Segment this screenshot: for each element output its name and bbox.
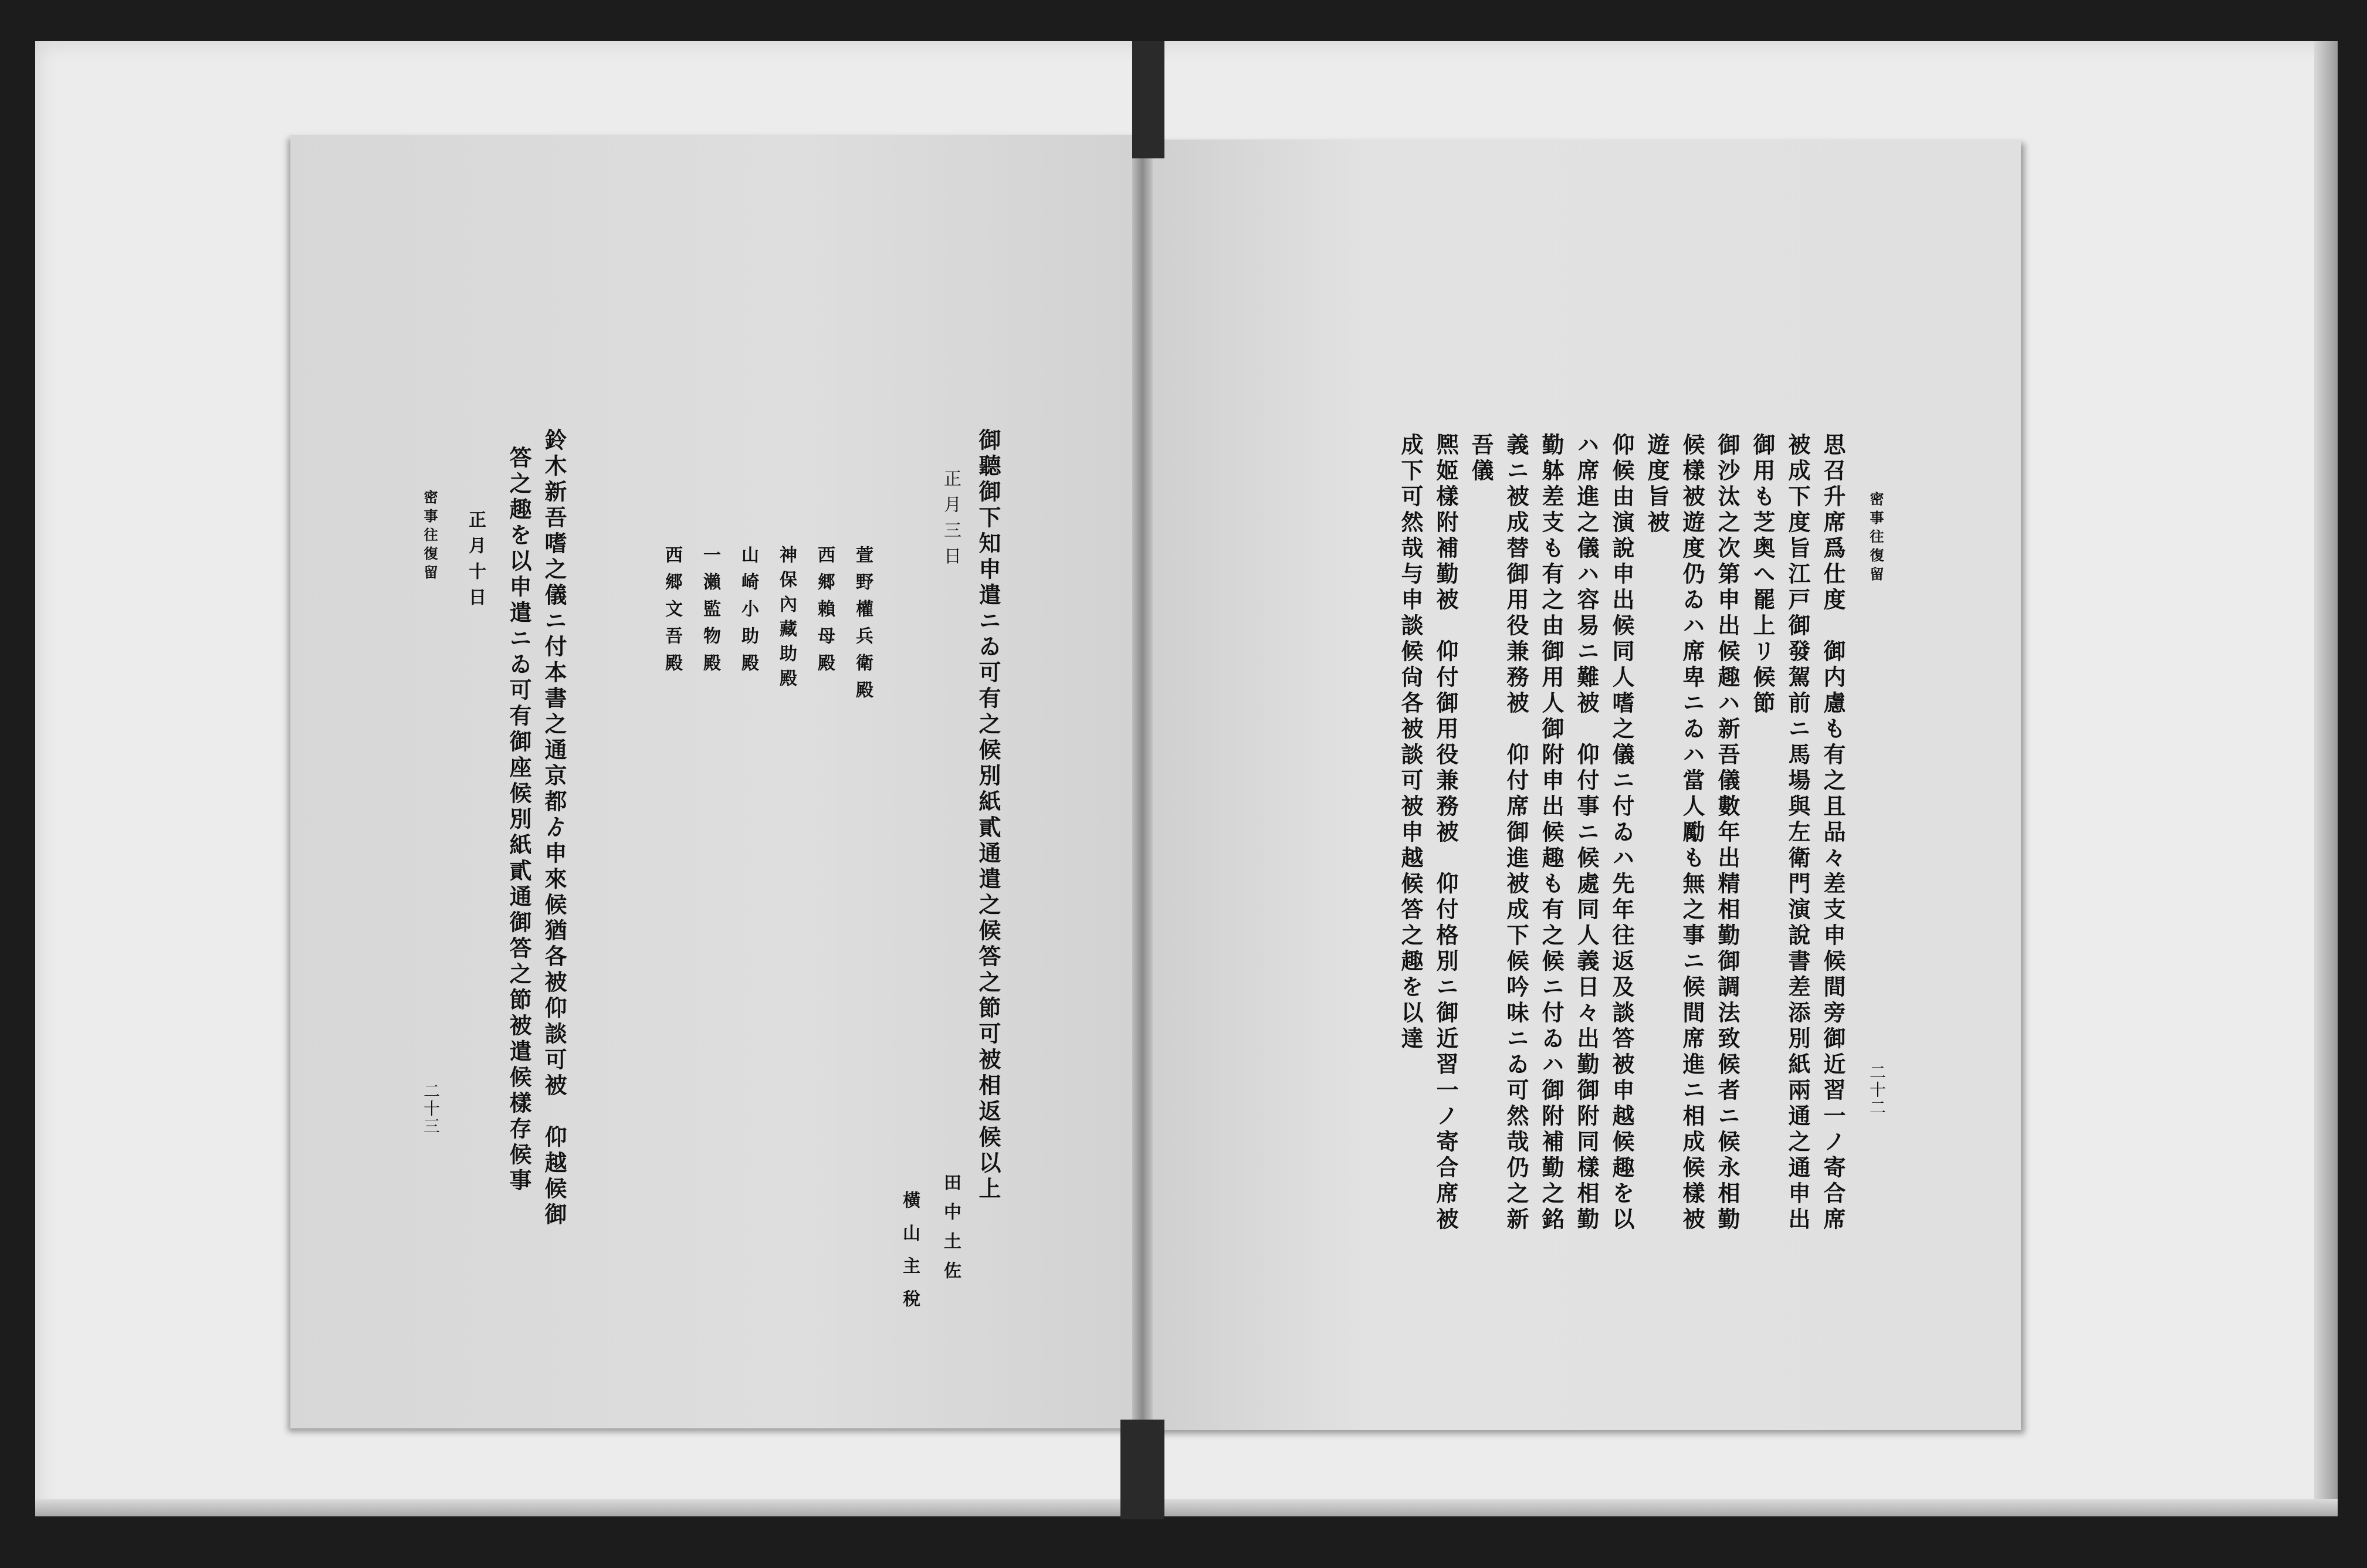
mount-edge-bottom (35, 1499, 2338, 1516)
body-line-8: ハ席進之儀ハ容易ニ難被 仰付事ニ候處同人義日々出勤御附同樣相勤 (1573, 433, 1600, 1233)
recipient-1: 萱野權兵衛殿 (852, 546, 873, 707)
binding-strip-bottom (1120, 1420, 1164, 1519)
recipient-4: 山崎小助殿 (738, 546, 758, 680)
body-line-12: 熈姬樣附補勤被 仰付御用役兼務被 仰付格別ニ御近習一ノ寄合席被 (1433, 433, 1459, 1233)
letter2-date: 正月十日 (465, 510, 486, 614)
recipient-3: 神保內藏助殿 (776, 546, 797, 693)
body-line-11: 吾儀 (1468, 433, 1494, 485)
signer-1: 田中土佐 (940, 1173, 961, 1291)
body-line-5: 候樣被遊度仍ゐハ席卑ニゐハ當人勵も無之事ニ候間席進ニ相成候樣被 (1679, 433, 1705, 1233)
letter2-line-2: 答之趣を以申遣ニゐ可有御座候別紙貳通御答之節被遣候樣存候事 (506, 446, 532, 1194)
recipient-5: 一瀨監物殿 (700, 546, 720, 680)
body-line-10: 義ニ被成替御用役兼務被 仰付席御進被成下候吟味ニゐ可然哉仍之新 (1503, 433, 1529, 1233)
body-line-7: 仰候由演說申出候同人嗜之儀ニ付ゐハ先年往返及談答被申越候趣を以 (1609, 433, 1635, 1233)
body-line-4: 御沙汰之次第申出候趣ハ新吾儀數年出精相勤御調法致候者ニ候永相勤 (1714, 433, 1740, 1233)
body-line-6: 遊度旨被 (1644, 433, 1670, 536)
body-line-13: 成下可然哉与申談候尙各被談可被申越候答之趣を以達 (1397, 433, 1424, 1052)
body-line-2: 被成下度旨江戸御發駕前ニ馬場與左衛門演說書差添別紙兩通之通申出 (1784, 433, 1811, 1233)
left-page-header: 密事往復留 (421, 490, 438, 584)
body-line-3: 御用も芝奥へ罷上リ候節 (1749, 433, 1776, 717)
recipient-2: 西郷賴母殿 (814, 546, 835, 680)
binding-strip-top (1132, 41, 1164, 158)
left-page (290, 135, 1138, 1428)
letter1-line-1: 御聽御下知申遣ニゐ可有之候別紙貳通遣之候答之節可被相返候以上 (975, 428, 1001, 1203)
signer-2: 橫山主稅 (899, 1191, 920, 1322)
left-page-number: 二十三 (421, 1082, 441, 1135)
letter2-line-1: 鈴木新吾嗜之儀ニ付本書之通京都ゟ申來候猶各被仰談可被 仰越候御 (541, 428, 567, 1228)
mount-edge-right (2314, 41, 2338, 1516)
right-page-header: 密事往復留 (1867, 492, 1884, 585)
recipient-6: 西郷文吾殿 (662, 546, 682, 680)
right-page (1147, 140, 2021, 1430)
body-line-9: 勤躰差支も有之由御用人御附申出候趣も有之候ニ付ゐハ御附補勤之銘 (1538, 433, 1565, 1233)
book-gutter (1132, 138, 1153, 1428)
body-line-1: 思召升席爲仕度 御内慮も有之且品々差支申候間旁御近習一ノ寄合席 (1820, 433, 1846, 1233)
letter1-date: 正月三日 (940, 469, 961, 573)
right-page-number: 二十二 (1867, 1064, 1887, 1116)
